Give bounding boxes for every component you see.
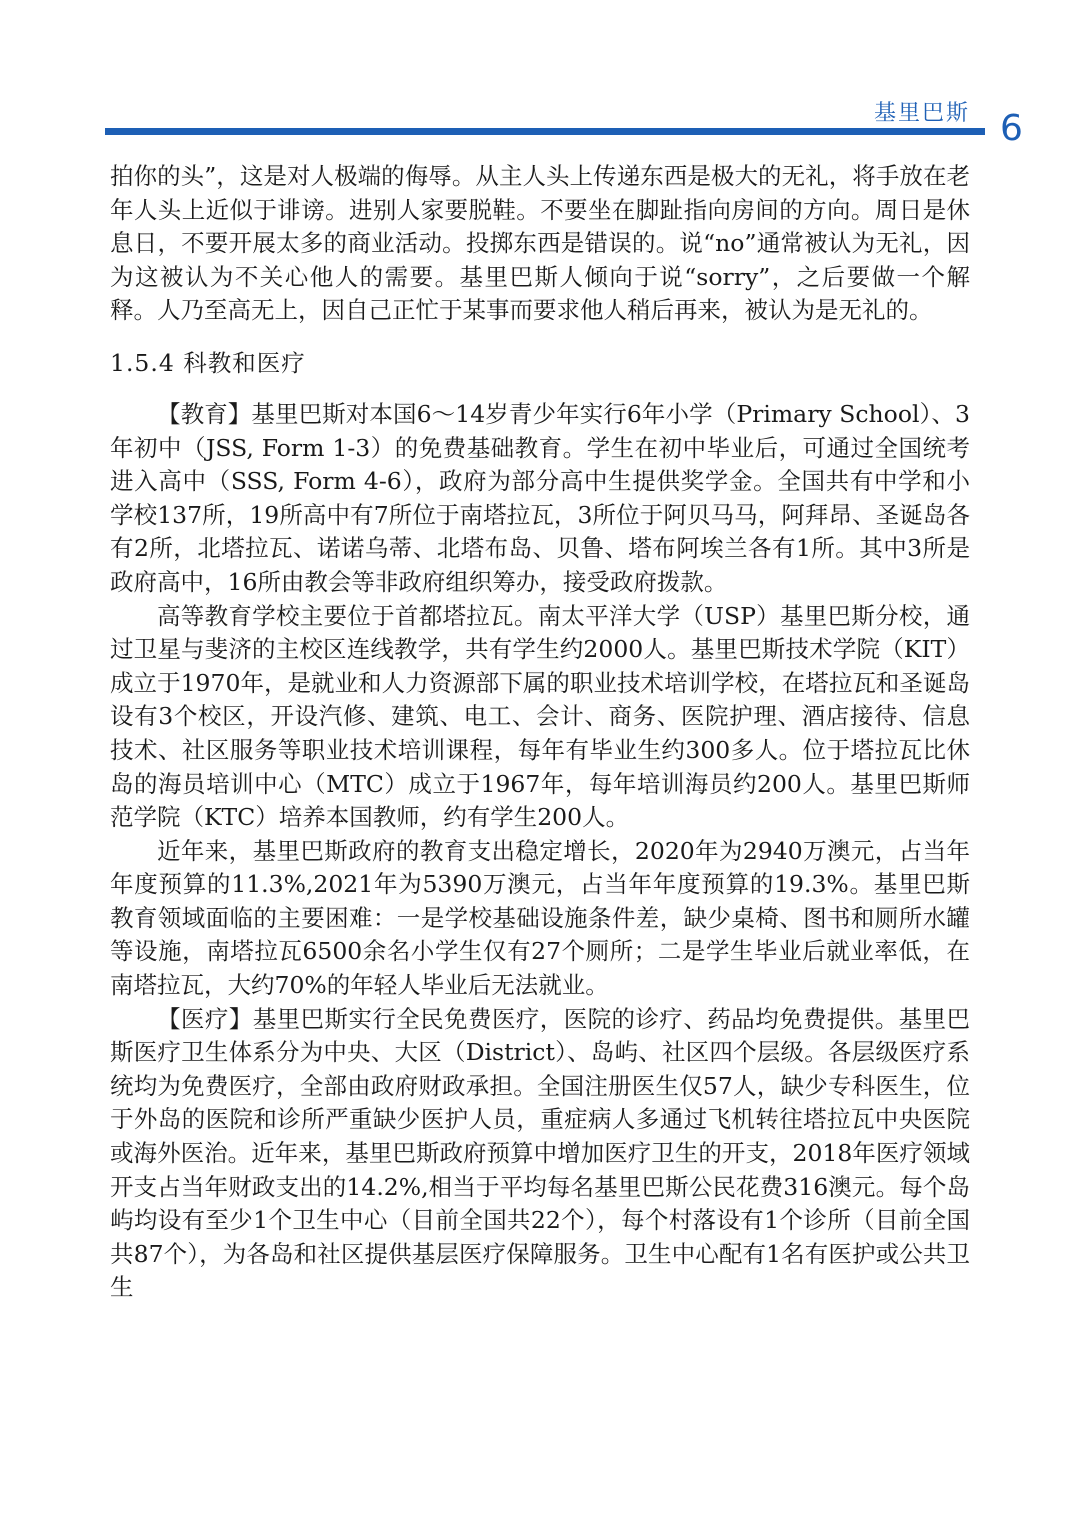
page-body [110, 160, 970, 1305]
higher-education-paragraph: 高等教育学校主要位于首都塔拉瓦。南太平洋大学（USP）基里巴斯分校，通过卫星与斐济的主校区连线教学，共有学生约2000人。基里巴斯技术学院（KIT）成立于1970年，是就业和人力资源部下属的职业技术培训学校，在塔拉瓦和圣诞岛设有3个校区，开设汽修、建筑、电工、会计、商务、医院护理、酒店接待、信息技术、社区服务等职业技术培训课程，每年有毕业生约300多人。位于塔拉瓦比休岛的海员培训中心（MTC）成立于1967年，每年培训海员约200人。基里巴斯师范学院（KTC）培养本国教师，约有学生200人。 [110, 601, 970, 832]
intro-paragraph: 拍你的头”，这是对人极端的侮辱。从主人头上传递东西是极大的无礼，将手放在老年人头上近似于诽谤。进别人家要脱鞋。不要坐在脚趾指向房间的方向。周日是休息日，不要开展太多的商业活动。投掷东西是错误的。说“no”通常被认为无礼，因为这被认为不关心他人的需要。基里巴斯人倾向于说“sorry”，之后要做一个解释。人乃至高无上，因自己正忙于某事而要求他人稍后再来，被认为是无礼的。 [110, 162, 970, 325]
section-heading: 1.5.4 科教和医疗 [110, 348, 306, 377]
healthcare-paragraph: 【医疗】基里巴斯实行全民免费医疗，医院的诊疗、药品均免费提供。基里巴斯医疗卫生体系分为中央、大区（District）、岛屿、社区四个层级。各层级医疗系统均为免费医疗，全部由政府财政承担。全国注册医生仅57人，缺少专科医生，位于外岛的医院和诊所严重缺少医护人员，重症病人多通过飞机转往塔拉瓦中央医院或海外医治。近年来，基里巴斯政府预算中增加医疗卫生的开支，2018年医疗领域开支占当年财政支出的14.2%,相当于平均每名基里巴斯公民花费316澳元。每个岛屿均设有至少1个卫生中心（目前全国共22个），每个村落设有1个诊所（目前全国共87个），为各岛和社区提供基层医疗保障服务。卫生中心配有1名有医护或公共卫生 [110, 1004, 970, 1302]
education-paragraph: 【教育】基里巴斯对本国6～14岁青少年实行6年小学（Primary School）、3年初中（JSS, Form 1-3）的免费基础教育。学生在初中毕业后，可通过全国统考进入高中（SSS, Form 4-6），政府为部分高中生提供奖学金。全国共有中学和小学校137所，19所高中有7所位于南塔拉瓦，3所位于阿贝马马，阿拜昂、圣诞岛各有2所，北塔拉瓦、诺诺乌蒂、北塔布岛、贝鲁、塔布阿埃兰各有1所。其中3所是政府高中，16所由教会等非政府组织筹办，接受政府拨款。 [110, 399, 970, 596]
header-rule [105, 128, 985, 135]
running-header-title: 基里巴斯 [873, 101, 970, 126]
education-spending-paragraph: 近年来，基里巴斯政府的教育支出稳定增长，2020年为2940万澳元，占当年年度预算的11.3%,2021年为5390万澳元，占当年年度预算的19.3%。基里巴斯教育领域面临的主要困难：一是学校基础设施条件差，缺少桌椅、图书和厕所水罐等设施，南塔拉瓦6500余名小学生仅有27个厕所；二是学生毕业后就业率低，在南塔拉瓦，大约70%的年轻人毕业后无法就业。 [110, 836, 970, 1000]
page-number: 6 [1000, 108, 1023, 149]
